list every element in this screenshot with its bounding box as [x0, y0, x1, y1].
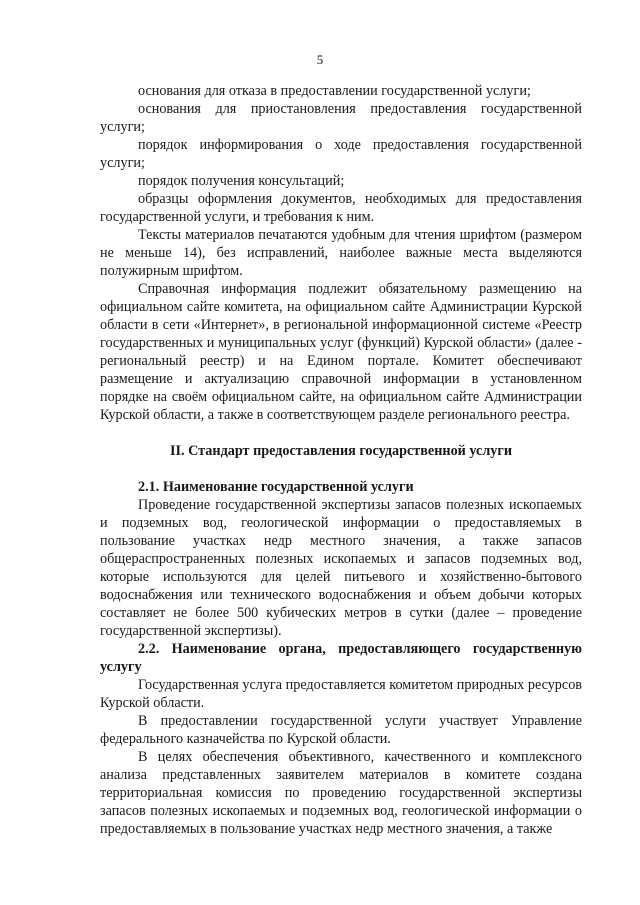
subsection-2-1-title: 2.1. Наименование государственной услуги [138, 479, 414, 495]
intro-item: порядок информирования о ходе предоставления государственной услуги; [100, 137, 582, 171]
subsection-2-1-text: Проведение государственной экспертизы запасов полезных ископаемых и подземных вод, геологической информации о предоставляемых в пользование участках недр местного значения, а также запасов общераспространенных полезных ископаемых и запасов подземных вод, которые используются для целей питьевого и хозяйственно-бытового водоснабжения или технического водоснабжения и объем добычи которых составляет не более 500 кубических метров в сутки (далее – проведение государственной экспертизы). [100, 497, 582, 639]
intro-item: основания для приостановления предоставления государственной услуги; [100, 101, 582, 135]
section-2-title: II. Стандарт предоставления государственной услуги [169, 443, 513, 459]
intro-item: основания для отказа в предоставлении государственной услуги; [138, 83, 531, 99]
document-body [100, 82, 582, 838]
subsection-2-2-title: 2.2. Наименование органа, предоставляющего государственную услугу [100, 641, 582, 675]
page-number: 5 [316, 52, 324, 67]
subsection-2-2-paragraph: В предоставлении государственной услуги участвует Управление федерального казначейства по Курской области. [100, 713, 582, 747]
paragraph-reference: Справочная информация подлежит обязательному размещению на официальном сайте комитета, на официальном сайте Администрации Курской области в сети «Интернет», в региональной информационной системе «Реестр государственных и муниципальных услуг (функций) Курской области» (далее - региональный реестр) и на Едином портале. Комитет обеспечивают размещение и актуализацию справочной информации в установленном порядке на своём официальном сайте, на официальном сайте Администрации Курской области, а также в соответствующем разделе регионального реестра. [100, 281, 582, 423]
intro-item: образцы оформления документов, необходимых для предоставления государственной услуги, и требования к ним. [100, 191, 582, 225]
intro-item: порядок получения консультаций; [138, 173, 345, 189]
subsection-2-2-paragraph: Государственная услуга предоставляется комитетом природных ресурсов Курской области. [100, 677, 582, 711]
paragraph-fonts: Тексты материалов печатаются удобным для чтения шрифтом (размером не меньше 14), без исправлений, наиболее важные места выделяются полужирным шрифтом. [100, 227, 582, 279]
subsection-2-2-paragraph: В целях обеспечения объективного, качественного и комплексного анализа представленных заявителем материалов в комитете создана территориальная комиссия по проведению государственной экспертизы запасов полезных ископаемых и подземных вод, геологической информации о предоставляемых в пользование участках недр местного значения, а также [100, 749, 582, 837]
